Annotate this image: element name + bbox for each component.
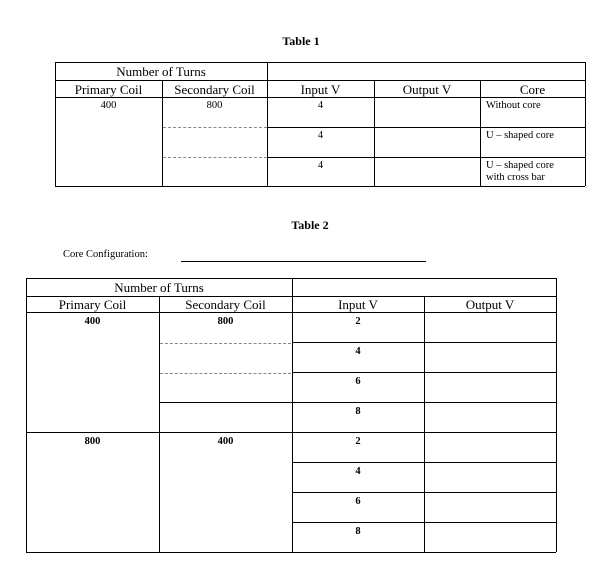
table1-input-value: 4 — [317, 160, 324, 171]
table1-core-value: U – shaped core — [486, 160, 554, 171]
table2-primary-value: 400 — [84, 316, 101, 327]
table1-core-value: Without core — [486, 100, 541, 111]
table1-row-line — [268, 127, 585, 128]
table2-dashed-line — [160, 343, 291, 344]
table2-header-primary: Primary Coil — [58, 297, 127, 312]
core-configuration-label: Core Configuration: — [63, 249, 148, 260]
table1-header-output: Output V — [402, 82, 452, 97]
table1-border-left — [55, 62, 56, 186]
table2-dashed-line — [160, 373, 291, 374]
table1-border-bottom — [55, 186, 585, 187]
table2-border-bottom — [26, 552, 556, 553]
table2-border-top — [26, 278, 556, 279]
table2-input-value: 8 — [355, 526, 361, 537]
table2-group-line — [26, 432, 556, 433]
core-configuration-blank-line — [181, 261, 426, 262]
table1-header-primary: Primary Coil — [74, 82, 143, 97]
table1-primary-value: 400 — [100, 100, 117, 111]
table2-input-value: 4 — [355, 466, 361, 477]
table2-header-output: Output V — [465, 297, 515, 312]
table1-header-input: Input V — [300, 82, 341, 97]
table1-input-value: 4 — [317, 130, 324, 141]
table1-row-line — [268, 157, 585, 158]
table1-dashed-line — [163, 157, 267, 158]
table2-col-line — [159, 296, 160, 552]
table2-title: Table 2 — [291, 218, 329, 232]
table1-divider — [55, 80, 585, 81]
table2-input-value: 2 — [355, 436, 361, 447]
table2-input-value: 2 — [355, 316, 361, 327]
table1-core-value-line2: with cross bar — [486, 172, 545, 183]
table1-title: Table 1 — [282, 34, 320, 48]
table1-group-header: Number of Turns — [116, 64, 206, 79]
table2-secondary-value: 800 — [217, 316, 234, 327]
table1-input-value: 4 — [317, 100, 324, 111]
table2-input-value: 4 — [355, 346, 361, 357]
table2-primary-value: 800 — [84, 436, 101, 447]
table2-header-secondary: Secondary Coil — [185, 297, 266, 312]
table2-input-value: 6 — [355, 496, 361, 507]
table1-secondary-value: 800 — [206, 100, 223, 111]
table2-col-line — [424, 296, 425, 552]
table2-secondary-value: 400 — [217, 436, 234, 447]
table1-header-core: Core — [519, 82, 546, 97]
table2-row-line — [159, 402, 556, 403]
table1-header-secondary: Secondary Coil — [174, 82, 255, 97]
table1-core-value: U – shaped core — [486, 130, 554, 141]
table2-border-right — [556, 278, 557, 552]
table2-input-value: 6 — [355, 376, 361, 387]
table1-dashed-line — [163, 127, 267, 128]
table1-border-right — [585, 62, 586, 186]
table2-input-value: 8 — [355, 406, 361, 417]
table1-border-top — [55, 62, 585, 63]
table2-header-input: Input V — [338, 297, 378, 312]
table2-group-header: Number of Turns — [114, 280, 204, 295]
